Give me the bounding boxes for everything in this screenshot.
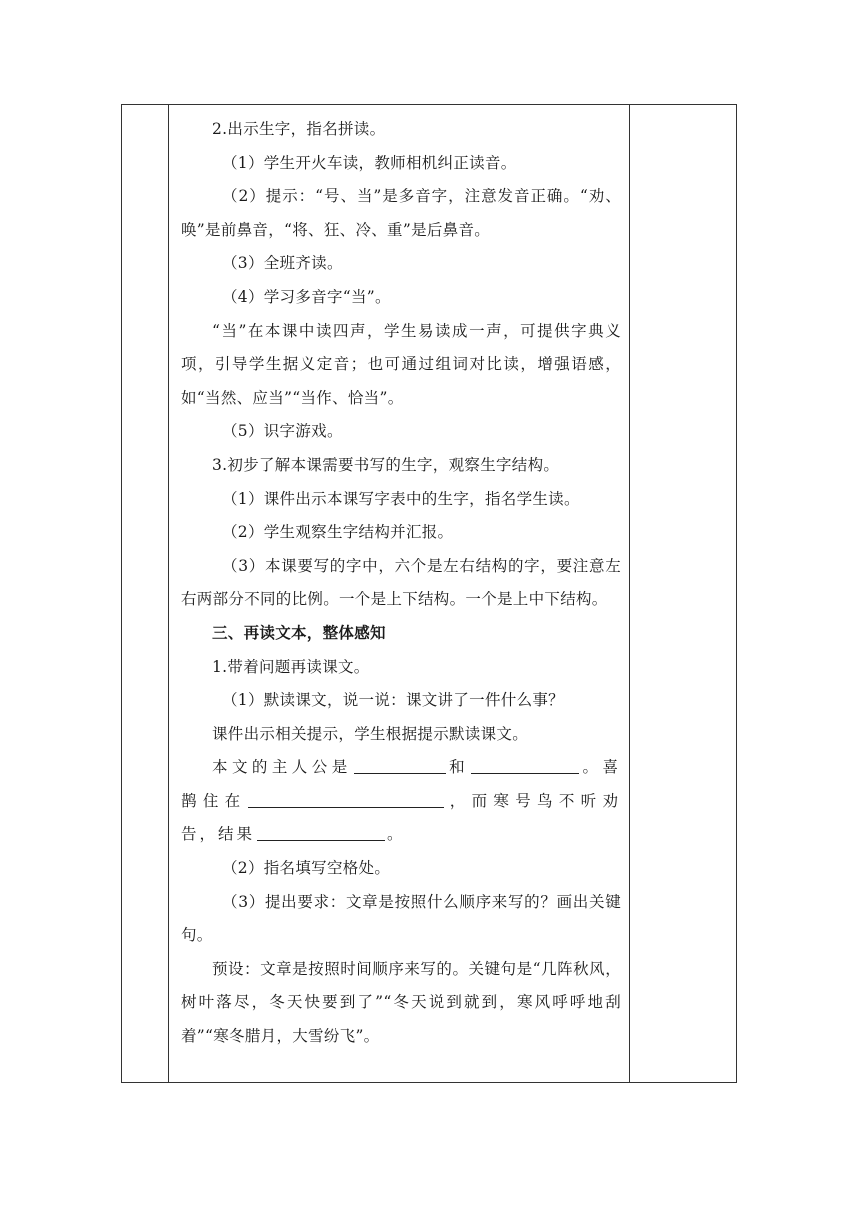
paragraph: “当”在本课中读四声，学生易读成一声，可提供字典义项，引导学生据义定音；也可通过组词对比读，增强语感，如“当然、应当”“当作、恰当”。 bbox=[181, 321, 621, 407]
paragraph: （1）课件出示本课写字表中的生字，指名学生读。 bbox=[222, 489, 580, 508]
step-3-heading: 3.初步了解本课需要书写的生字，观察生字结构。 bbox=[212, 455, 560, 474]
fill-text: 本文的主人公是 bbox=[212, 758, 352, 777]
paragraph: （4）学习多音字“当”。 bbox=[222, 287, 391, 306]
paragraph: （2）提示：“号、当”是多音字，注意发音正确。“劝、唤”是前鼻音，“将、狂、冷、重”是后鼻音。 bbox=[181, 187, 621, 239]
fill-text: 。 bbox=[387, 825, 406, 844]
paragraph: （3）全班齐读。 bbox=[222, 254, 343, 273]
blank-line bbox=[354, 757, 446, 774]
fill-text: 。喜鹊住在 bbox=[181, 758, 621, 810]
blank-line bbox=[248, 791, 444, 808]
paragraph: （2）指名填写空格处。 bbox=[222, 859, 391, 878]
lesson-plan-table bbox=[121, 104, 737, 1083]
paragraph: 1.带着问题再读课文。 bbox=[212, 657, 370, 676]
paragraph: 预设：文章是按照时间顺序来写的。关键句是“几阵秋风，树叶落尽，冬天快要到了”“冬天说到就到，寒风呼呼地刮着”“寒冬腊月，大雪纷飞”。 bbox=[181, 959, 621, 1046]
fill-text: ，而寒号鸟不听劝告，结果 bbox=[181, 791, 621, 844]
step-2-heading: 2.出示生字，指名拼读。 bbox=[212, 120, 386, 138]
blank-line bbox=[471, 757, 579, 774]
right-column-cell bbox=[630, 105, 737, 1083]
paragraph: （3）本课要写的字中，六个是左右结构的字，要注意左右两部分不同的比例。一个是上下结构。一个是上中下结构。 bbox=[181, 556, 621, 609]
paragraph: （2）学生观察生字结构并汇报。 bbox=[222, 523, 454, 542]
lesson-content bbox=[169, 105, 629, 1054]
fill-text: 和 bbox=[447, 758, 470, 777]
table-row bbox=[122, 105, 737, 1083]
paragraph: （1）学生开火车读，教师相机纠正读音。 bbox=[222, 153, 517, 172]
section-heading: 三、再读文本，整体感知 bbox=[212, 623, 386, 642]
paragraph: （3）提出要求：文章是按照什么顺序来写的？画出关键句。 bbox=[181, 892, 621, 945]
fill-in-blank-exercise bbox=[181, 751, 621, 852]
paragraph: （5）识字游戏。 bbox=[222, 422, 343, 441]
blank-line bbox=[257, 824, 385, 841]
content-cell bbox=[169, 105, 630, 1083]
left-column-cell bbox=[122, 105, 169, 1083]
paragraph: （1）默读课文，说一说：课文讲了一件什么事？ bbox=[222, 691, 564, 710]
paragraph: 课件出示相关提示，学生根据提示默读课文。 bbox=[212, 724, 529, 743]
